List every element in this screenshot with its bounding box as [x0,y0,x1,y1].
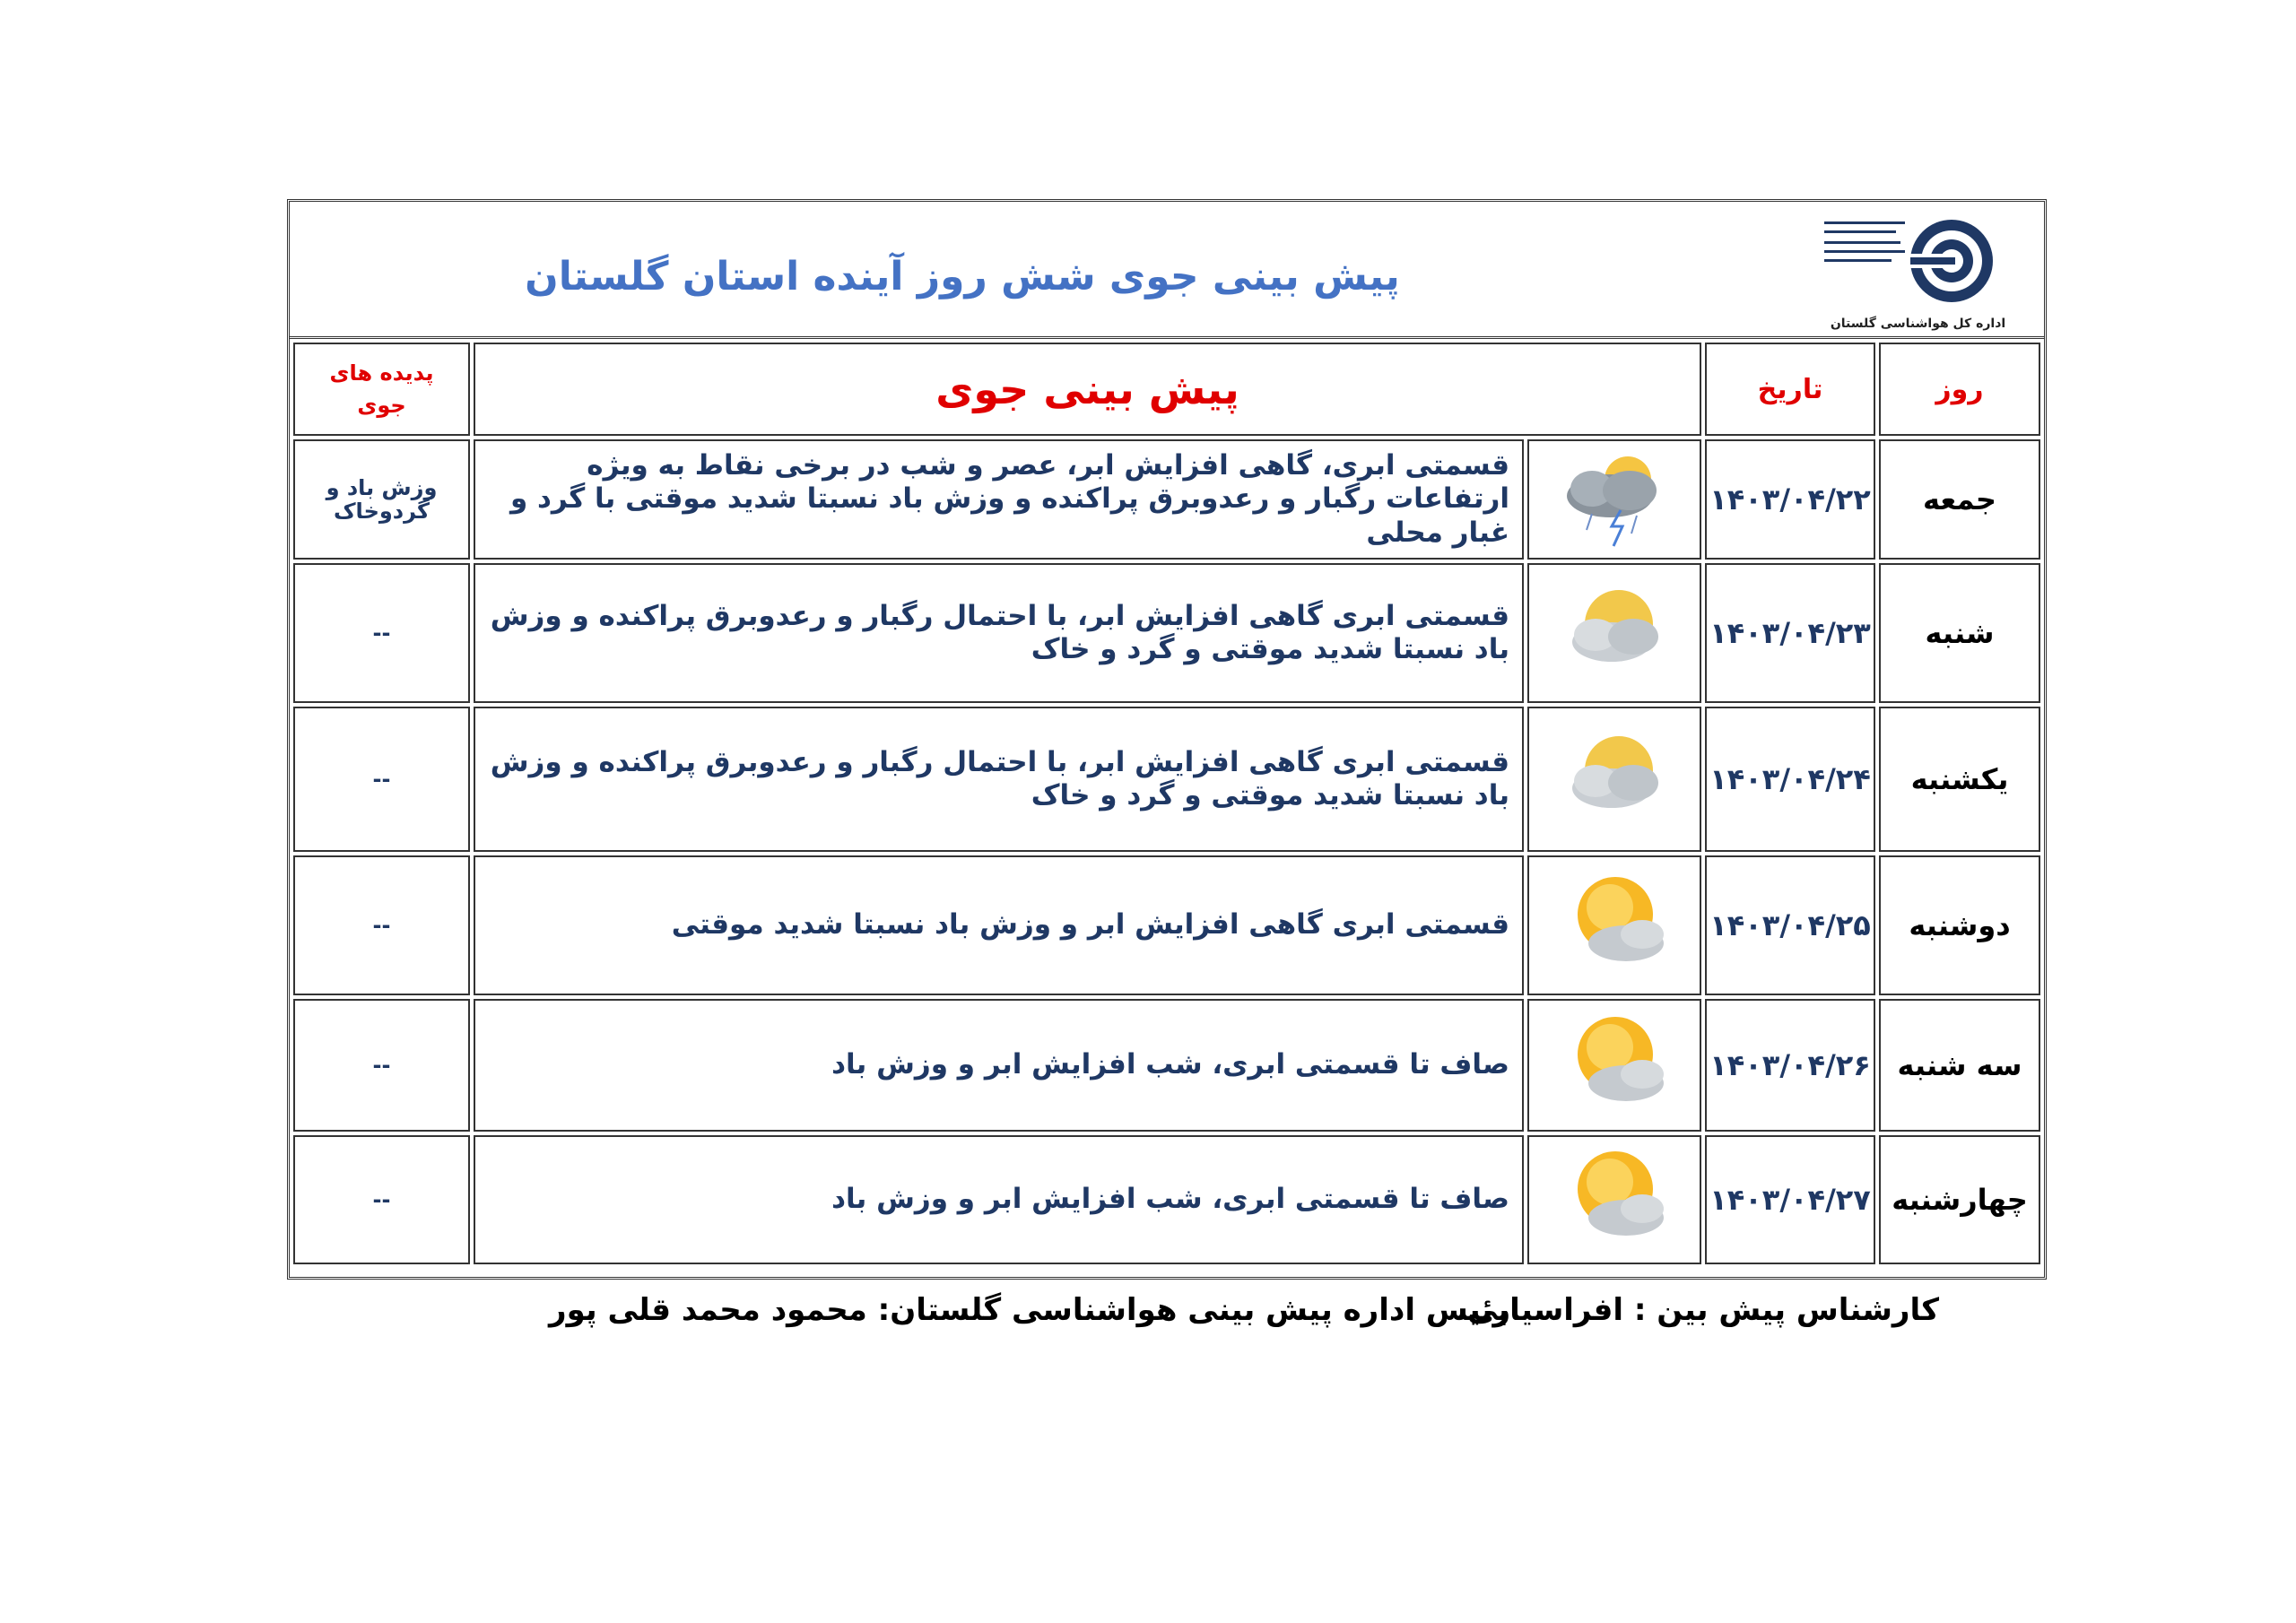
row-phenomena: -- [293,1135,470,1264]
document-header [290,202,2044,339]
row-phenomena: -- [293,707,470,852]
column-header-date: تاریخ [1705,343,1875,436]
table-row [293,855,2040,995]
row-phenomena: -- [293,563,470,703]
table-row [293,439,2040,560]
row-phenomena: -- [293,855,470,995]
sun-cloud-icon [1556,1010,1673,1117]
thunderstorm-cloud-icon [1556,444,1673,551]
row-forecast: قسمتی ابری گاهی افزایش ابر، با احتمال رگبار و رعدوبرق پراکنده و وزش باد نسبتا شدید موقتی و گرد و خاک [474,707,1524,852]
phenomena-header-line2: جوی [357,393,406,418]
meteorological-organization-logo [1817,214,2019,331]
weather-icon-cell [1527,999,1701,1132]
table-row [293,563,2040,703]
row-date: ۱۴۰۳/۰۴/۲۲ [1705,439,1875,560]
row-date: ۱۴۰۳/۰۴/۲۳ [1705,563,1875,703]
row-forecast: قسمتی ابری، گاهی افزایش ابر، عصر و شب در برخی نقاط به ویژه ارتفاعات رگبار و رعدوبرق پراکنده و وزش باد نسبتا شدید موقتی با گرد و غبار محلی [474,439,1524,560]
row-date: ۱۴۰۳/۰۴/۲۶ [1705,999,1875,1132]
row-forecast: صاف تا قسمتی ابری، شب افزایش ابر و وزش باد [474,1135,1524,1264]
weather-icon-cell [1527,439,1701,560]
row-forecast: قسمتی ابری گاهی افزایش ابر و وزش باد نسبتا شدید موقتی [474,855,1524,995]
row-date: ۱۴۰۳/۰۴/۲۵ [1705,855,1875,995]
row-phenomena: -- [293,999,470,1132]
phenomena-header-line1: پدیده های [329,360,434,386]
weather-icon-cell [1527,707,1701,852]
row-day: دوشنبه [1879,855,2040,995]
row-phenomena: وزش باد و گردوخاک [293,439,470,560]
page-title: پیش بینی جوی شش روز آینده استان گلستان [525,254,1400,299]
partly-cloudy-icon [1556,577,1673,685]
row-forecast: قسمتی ابری گاهی افزایش ابر، با احتمال رگبار و رعدوبرق پراکنده و وزش باد نسبتا شدید موقتی و گرد و خاک [474,563,1524,703]
row-day: جمعه [1879,439,2040,560]
sun-cloud-icon [1556,1144,1673,1252]
table-row [293,707,2040,852]
weather-icon-cell [1527,1135,1701,1264]
row-day: چهارشنبه [1879,1135,2040,1264]
logo-caption: اداره کل هواشناسی گلستان [1830,317,2006,331]
department-head-signature: رئیس اداره پیش بینی هواشناسی گلستان: محمود محمد قلی پور [549,1292,1511,1328]
forecast-table [290,339,2044,1268]
logo-emblem-icon [1817,214,2019,313]
forecaster-signature: کارشناس پیش بین : افراسیابی [1467,1292,1939,1328]
column-header-phenomena [293,343,470,436]
row-day: یکشنبه [1879,707,2040,852]
forecast-document [287,199,2047,1280]
table-row [293,1135,2040,1264]
weather-icon-cell [1527,563,1701,703]
table-header-row [293,343,2040,436]
column-header-forecast: پیش بینی جوی [474,343,1701,436]
row-day: سه شنبه [1879,999,2040,1132]
weather-icon-cell [1527,855,1701,995]
row-forecast: صاف تا قسمتی ابری، شب افزایش ابر و وزش باد [474,999,1524,1132]
column-header-day: روز [1879,343,2040,436]
row-day: شنبه [1879,563,2040,703]
sun-cloud-icon [1556,870,1673,977]
table-row [293,999,2040,1132]
row-date: ۱۴۰۳/۰۴/۲۴ [1705,707,1875,852]
partly-cloudy-icon [1556,724,1673,831]
row-date: ۱۴۰۳/۰۴/۲۷ [1705,1135,1875,1264]
